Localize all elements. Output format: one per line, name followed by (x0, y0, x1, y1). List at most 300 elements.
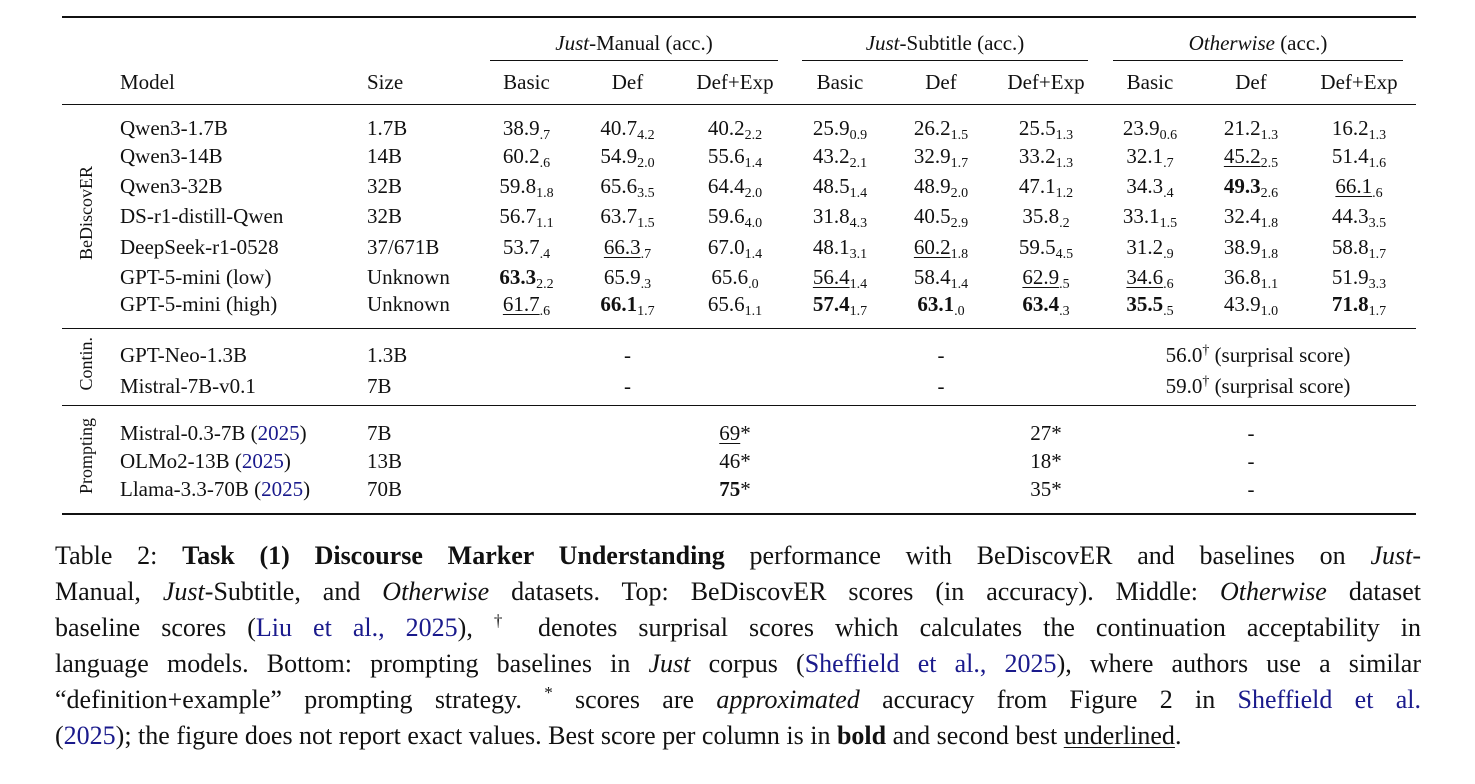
caption-italic-text: approximated (716, 685, 860, 714)
score-value: 26.2 (913, 116, 951, 140)
caption-line (55, 718, 1421, 754)
score-std: 1.4 (744, 155, 763, 171)
score-cell (478, 202, 575, 232)
score-value: 56.0 (1165, 343, 1203, 368)
score-std: .5 (1163, 304, 1174, 320)
caption-text: corpus ( (690, 649, 805, 678)
model-size: 7B (367, 374, 392, 399)
section-label: Contin. (75, 337, 96, 391)
table-row (62, 446, 1416, 477)
score-std: 1.4 (849, 276, 868, 292)
score-std: 3.1 (849, 246, 868, 262)
group-italic: Otherwise (1188, 31, 1275, 55)
table-row (62, 141, 1416, 171)
model-name (110, 328, 360, 368)
score-cell (575, 104, 680, 141)
score-value: 44.3 (1331, 204, 1369, 229)
score-value: 53.7 (502, 234, 540, 259)
score-cell (575, 292, 680, 328)
score-std: 1.3 (1055, 155, 1074, 171)
model-name (110, 446, 360, 477)
score-value: 55.6 (707, 143, 745, 168)
score-cell (680, 292, 790, 328)
group-italic: Just (555, 31, 590, 55)
caption-line (55, 646, 1421, 682)
score-cell (1302, 232, 1416, 262)
score-cell (478, 232, 575, 262)
score-value: 32.4 (1223, 204, 1261, 229)
score-cell (1100, 262, 1200, 292)
model-name-text: DeepSeek-r1-0528 (120, 234, 279, 259)
score-cell (992, 292, 1100, 328)
score-value: 34.6 (1126, 264, 1164, 289)
caption-text: ), (457, 613, 494, 642)
score-std: .0 (954, 304, 965, 320)
score-value: 31.2 (1126, 234, 1164, 259)
score-std: 3.5 (1368, 216, 1387, 232)
column-header-model: Model (120, 69, 175, 94)
column-header-def: Def (611, 69, 644, 94)
score-value: 66.1 (600, 292, 638, 317)
caption-bold-text: Task (1) Discourse Marker Understanding (182, 541, 725, 570)
table-row (62, 292, 1416, 328)
model-size: 37/671B (367, 234, 440, 259)
model-size: 70B (367, 476, 403, 501)
caption-line (55, 682, 1421, 718)
score-value: 36.8 (1223, 264, 1261, 289)
score-std: 2.5 (1260, 155, 1279, 171)
score-std: .6 (539, 155, 551, 171)
score-value: 35.8 (1022, 204, 1060, 229)
score-value: 65.6 (711, 264, 749, 289)
score-std: 2.2 (744, 128, 763, 143)
score-cell (680, 141, 790, 171)
score-std: 1.7 (950, 155, 969, 171)
score-std: .2 (1059, 216, 1070, 232)
citation-year-link[interactable]: 2025 (261, 476, 304, 501)
caption-text: . (1174, 721, 1182, 750)
score-value: 56.7 (499, 204, 537, 229)
group-rest: (acc.) (1274, 31, 1328, 55)
score-value: 38.9 (502, 116, 540, 140)
score-value: 75 (719, 476, 741, 501)
score-value: 58.4 (913, 264, 951, 289)
score-value: 65.9 (603, 264, 641, 289)
score-std: 2.2 (536, 276, 554, 292)
column-header-size: Size (367, 69, 404, 94)
score-std: 1.7 (1368, 304, 1387, 320)
score-std: 4.2 (637, 128, 655, 143)
section-label-cell (62, 405, 110, 514)
score-std: 1.3 (1368, 128, 1387, 143)
model-name-text: Mistral-7B-v0.1 (120, 374, 256, 399)
score-value: 63.4 (1022, 292, 1060, 317)
just-subtitle-value: - (937, 374, 945, 399)
score-std: 1.4 (950, 276, 969, 292)
score-value: 40.5 (913, 204, 951, 229)
model-size: 32B (367, 204, 403, 229)
score-cell (575, 141, 680, 171)
model-name (110, 477, 360, 514)
citation-link[interactable]: Liu et al., 2025 (255, 613, 458, 642)
score-cell (1100, 202, 1200, 232)
citation-year-link[interactable]: 2025 (241, 449, 284, 474)
score-value: 66.1 (1335, 173, 1373, 198)
score-std: 0.9 (849, 128, 868, 143)
score-value: 51.9 (1331, 264, 1369, 289)
score-std: .4 (1163, 185, 1174, 201)
caption-text: ), where authors use a similar (1056, 649, 1421, 678)
just-manual-value: - (624, 374, 631, 399)
score-std: 1.3 (1260, 128, 1279, 143)
table-row (62, 104, 1416, 141)
table-row (62, 477, 1416, 514)
caption-text: language models. Bottom: prompting baselines in (55, 649, 649, 678)
score-std: 1.5 (1159, 216, 1178, 232)
model-size: 1.3B (367, 343, 408, 368)
score-cell (1302, 262, 1416, 292)
score-std: 1.8 (1260, 246, 1279, 262)
score-std: .9 (1163, 246, 1174, 262)
caption-italic-text: Just (648, 649, 691, 678)
caption-text: denotes surprisal scores which calculates the continuation acceptability in (516, 613, 1421, 642)
score-std: 3.3 (1368, 276, 1387, 292)
score-value: 40.7 (600, 116, 638, 140)
group-rest: -Subtitle (acc.) (899, 31, 1025, 55)
score-std: 1.4 (744, 246, 763, 262)
score-cell (890, 104, 992, 141)
score-cell (992, 104, 1100, 141)
score-cell (1302, 292, 1416, 328)
just-manual-value (680, 477, 790, 514)
just-manual-value (680, 446, 790, 477)
score-value: 63.3 (499, 264, 537, 289)
score-value: 47.1 (1018, 173, 1056, 198)
model-name (110, 292, 360, 328)
caption-text: -Subtitle, and (204, 577, 383, 606)
column-header-basic: Basic (503, 69, 550, 94)
otherwise-value: - (1247, 449, 1255, 474)
citation-link[interactable]: Sheffield et al. (1237, 685, 1421, 714)
score-cell (575, 171, 680, 201)
score-cell (1200, 262, 1302, 292)
model-size: 13B (367, 449, 403, 474)
score-value: 62.9 (1022, 264, 1060, 289)
group-header-just-manual (478, 17, 790, 61)
results-table (62, 16, 1416, 515)
score-std: 3.5 (637, 185, 655, 201)
score-std: 2.6 (1260, 185, 1279, 201)
score-value: 46 (719, 449, 741, 474)
caption-superscript: † (493, 611, 517, 630)
score-value: 43.9 (1223, 292, 1261, 317)
group-header-otherwise (1100, 17, 1416, 61)
score-std: 1.4 (849, 185, 868, 201)
score-std: .6 (539, 304, 551, 320)
score-cell (1302, 202, 1416, 232)
model-name-text: Qwen3-32B (120, 173, 223, 198)
score-value: 64.4 (707, 173, 745, 198)
score-std: 1.7 (849, 304, 868, 320)
score-value: 45.2 (1223, 143, 1261, 168)
score-value: 48.1 (812, 234, 850, 259)
caption-italic-text: Just (1370, 541, 1413, 570)
score-cell (790, 202, 890, 232)
caption-text: “definition+example” prompting strategy. (55, 685, 545, 714)
score-value: 16.2 (1331, 116, 1369, 140)
section-label: Prompting (75, 418, 96, 495)
table-row (62, 368, 1416, 405)
model-name (110, 141, 360, 171)
score-std: 2.1 (849, 155, 868, 171)
score-cell (1302, 104, 1416, 141)
score-cell (790, 232, 890, 262)
score-std: .3 (1059, 304, 1070, 320)
score-std: 4.0 (744, 216, 763, 232)
table-row (62, 202, 1416, 232)
table-row (62, 328, 1416, 368)
citation-link[interactable]: Sheffield et al., 2025 (804, 649, 1057, 678)
score-value: 35.5 (1126, 292, 1164, 317)
citation-year-link[interactable]: 2025 (257, 421, 300, 446)
score-value: 59.8 (499, 173, 537, 198)
score-cell (1200, 202, 1302, 232)
score-cell (790, 262, 890, 292)
score-std: 1.8 (1260, 216, 1279, 232)
score-std: 1.1 (1260, 276, 1279, 292)
score-value: 65.6 (707, 292, 745, 317)
model-name (110, 368, 360, 405)
caption-text: baseline scores ( (55, 613, 256, 642)
score-std: 1.0 (1260, 304, 1279, 320)
score-std: 2.0 (744, 185, 763, 201)
citation-link[interactable]: 2025 (63, 721, 116, 750)
caption-text: scores are (552, 685, 717, 714)
column-header-def: Def (1235, 69, 1267, 94)
score-value: 61.7 (502, 292, 540, 317)
score-value: 40.2 (707, 116, 745, 140)
score-value: 59.5 (1018, 234, 1056, 259)
caption-text: ( (55, 721, 64, 750)
score-value: 58.8 (1331, 234, 1369, 259)
column-header-basic: Basic (816, 69, 864, 94)
score-cell (1200, 232, 1302, 262)
score-value: 49.3 (1223, 173, 1261, 198)
caption-text: performance with BeDiscovER and baselines on (724, 541, 1371, 570)
score-std: 1.2 (1055, 185, 1074, 201)
otherwise-value: - (1247, 476, 1255, 501)
score-cell (992, 262, 1100, 292)
score-value: 67.0 (707, 234, 745, 259)
score-cell (890, 171, 992, 201)
dagger-mark: † (1202, 343, 1210, 359)
model-size: 32B (367, 173, 403, 198)
score-value: 65.6 (600, 173, 638, 198)
score-cell (478, 171, 575, 201)
model-name-close: ) (299, 421, 307, 446)
score-cell (680, 171, 790, 201)
caption-text: Manual, (55, 577, 163, 606)
score-std: .4 (539, 246, 551, 262)
model-name (110, 104, 360, 141)
score-std: .7 (640, 246, 652, 262)
score-value: 54.9 (600, 143, 638, 168)
score-value: 48.5 (812, 173, 850, 198)
score-cell (790, 104, 890, 141)
score-value: 66.3 (603, 234, 641, 259)
model-name (110, 171, 360, 201)
score-std: 1.6 (1368, 155, 1387, 171)
score-cell (992, 202, 1100, 232)
score-value: 34.3 (1126, 173, 1164, 198)
group-italic: Just (865, 31, 900, 55)
score-value: 25.9 (812, 116, 850, 140)
score-cell (992, 141, 1100, 171)
group-rest: -Manual (acc.) (589, 31, 713, 55)
score-cell (790, 141, 890, 171)
caption-bold-text: bold (836, 721, 887, 750)
table-row (62, 262, 1416, 292)
caption-line (55, 538, 1421, 574)
score-std: .5 (1059, 276, 1070, 292)
score-cell (1100, 292, 1200, 328)
caption-superscript: * (544, 683, 553, 702)
model-name-text: DS-r1-distill-Qwen (120, 204, 284, 229)
model-name-text: OLMo2-13B ( (120, 449, 242, 474)
just-subtitle-value: 35* (1030, 476, 1062, 501)
score-value: 57.4 (812, 292, 850, 317)
score-std: 4.5 (1055, 246, 1074, 262)
score-cell (890, 232, 992, 262)
section-label: BeDiscovER (75, 166, 96, 261)
score-value: 23.9 (1122, 116, 1160, 140)
score-std: 1.3 (1055, 128, 1074, 143)
score-value: 32.1 (1126, 143, 1164, 168)
caption-italic-text: Otherwise (382, 577, 490, 606)
score-std: 2.0 (637, 155, 655, 171)
score-cell (1200, 292, 1302, 328)
score-cell (575, 202, 680, 232)
score-cell (890, 292, 992, 328)
caption-line (55, 610, 1421, 646)
score-cell (478, 292, 575, 328)
model-name-text: Qwen3-14B (120, 143, 223, 168)
model-name-text: GPT-5-mini (low) (120, 264, 272, 289)
score-std: 1.1 (536, 216, 554, 232)
score-std: .3 (640, 276, 652, 292)
caption-line (55, 574, 1421, 610)
score-value: 25.5 (1018, 116, 1056, 140)
column-header-basic: Basic (1126, 69, 1174, 94)
score-cell (1200, 104, 1302, 141)
just-subtitle-value: 27* (1030, 421, 1062, 446)
model-name-close: ) (283, 449, 291, 474)
score-std: 2.0 (950, 185, 969, 201)
score-value: 33.2 (1018, 143, 1056, 168)
score-cell (680, 202, 790, 232)
caption-text: - (1412, 541, 1421, 570)
score-value: 59.6 (707, 204, 745, 229)
caption-text: and second best (886, 721, 1064, 750)
score-cell (1200, 141, 1302, 171)
score-value: 31.8 (812, 204, 850, 229)
score-cell (790, 292, 890, 328)
just-subtitle-value: 18* (1030, 449, 1062, 474)
score-std: 4.3 (849, 216, 868, 232)
score-std: .6 (1372, 185, 1383, 201)
score-cell (1100, 141, 1200, 171)
caption-text: ); the figure does not report exact values. Best score per column is in (115, 721, 837, 750)
otherwise-surprisal-score (1100, 328, 1416, 368)
score-cell (790, 171, 890, 201)
score-value: 32.9 (913, 143, 951, 168)
column-header-def-exp: Def+Exp (1320, 69, 1398, 94)
score-cell (478, 262, 575, 292)
score-std: .7 (1163, 155, 1174, 171)
model-name (110, 262, 360, 292)
model-size: Unknown (367, 264, 450, 289)
score-std: 2.9 (950, 216, 969, 232)
score-value: 21.2 (1223, 116, 1261, 140)
section-label-cell (62, 104, 110, 328)
score-value: 59.0 (1165, 374, 1203, 399)
score-cell (680, 262, 790, 292)
score-value: 56.4 (812, 264, 850, 289)
model-name-text: Mistral-0.3-7B ( (120, 421, 258, 446)
caption-italic-text: Otherwise (1219, 577, 1327, 606)
column-header-def-exp: Def+Exp (696, 69, 774, 94)
score-value: 33.1 (1122, 204, 1160, 229)
score-cell (890, 141, 992, 171)
model-name (110, 232, 360, 262)
model-size: 7B (367, 421, 392, 446)
score-std: 1.8 (950, 246, 969, 262)
score-value: 60.2 (502, 143, 540, 168)
model-name-text: GPT-Neo-1.3B (120, 343, 247, 368)
model-name-text: GPT-5-mini (high) (120, 292, 278, 317)
score-cell (478, 104, 575, 141)
score-cell (992, 171, 1100, 201)
caption-italic-text: Just (162, 577, 205, 606)
otherwise-value: - (1247, 421, 1255, 446)
score-cell (890, 202, 992, 232)
section-label-cell (62, 328, 110, 405)
table-caption (55, 538, 1421, 754)
model-name-text: Qwen3-1.7B (120, 116, 228, 140)
score-cell (1302, 171, 1416, 201)
caption-text: datasets. Top: BeDiscovER scores (in accuracy). Middle: (489, 577, 1220, 606)
score-std: .0 (748, 276, 759, 292)
score-note: (surprisal score) (1209, 374, 1351, 399)
score-cell (478, 141, 575, 171)
score-cell (992, 232, 1100, 262)
score-cell (1302, 141, 1416, 171)
table-row (62, 405, 1416, 446)
column-header-def: Def (925, 69, 957, 94)
table-row (62, 171, 1416, 201)
score-cell (575, 262, 680, 292)
score-value: 60.2 (913, 234, 951, 259)
score-std: 1.5 (950, 128, 969, 143)
score-value: 63.1 (917, 292, 955, 317)
just-subtitle-value: - (937, 343, 945, 368)
model-size: Unknown (367, 292, 450, 317)
score-cell (1100, 171, 1200, 201)
score-cell (1200, 171, 1302, 201)
score-std: 0.6 (1159, 128, 1178, 143)
caption-text: accuracy from Figure 2 in (859, 685, 1238, 714)
score-std: .7 (539, 128, 551, 143)
